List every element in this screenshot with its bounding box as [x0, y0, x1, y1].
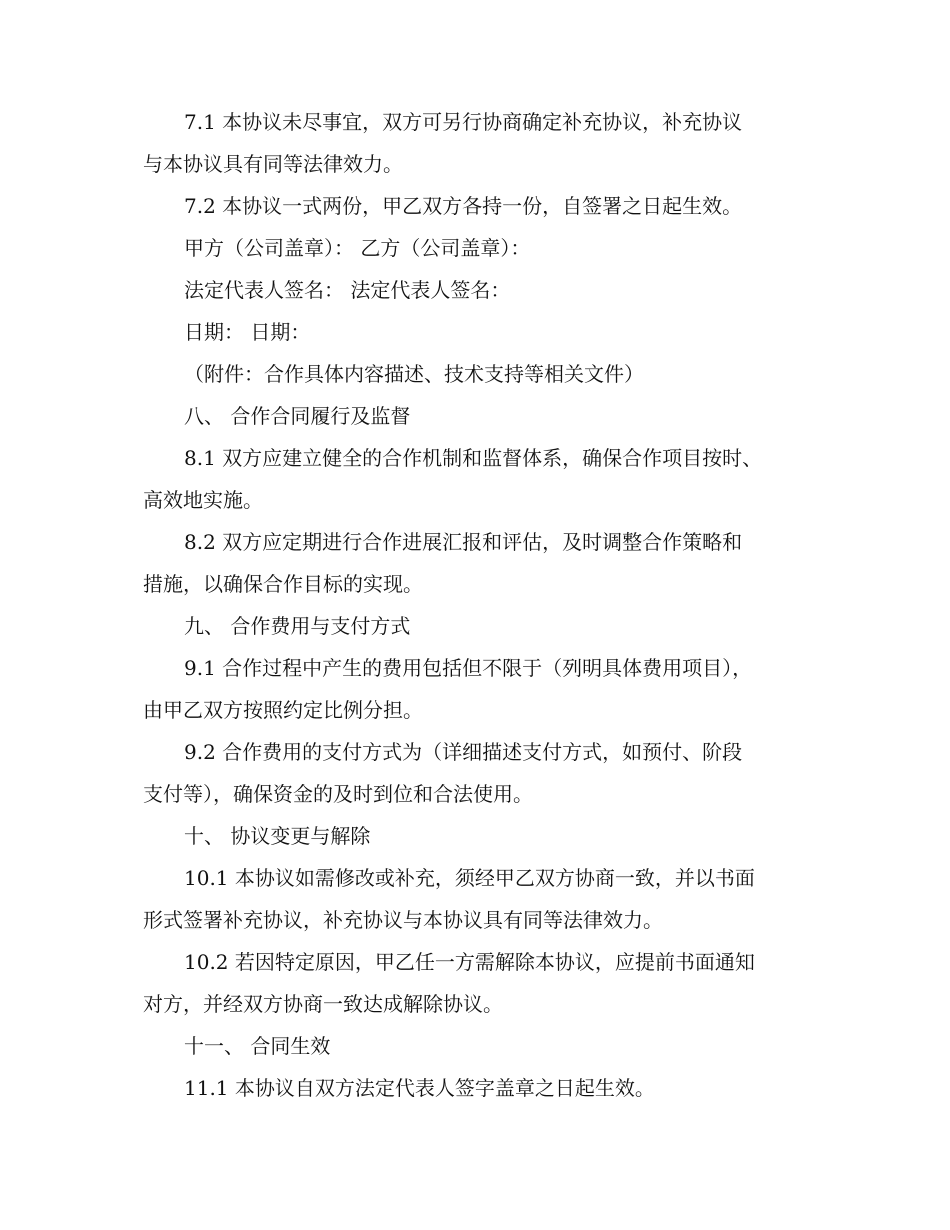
clause-8-1-line-2: 高效地实施。: [143, 488, 263, 512]
clause-8-1-line-1: 8.1 双方应建立健全的合作机制和监督体系，确保合作项目按时、: [184, 446, 763, 470]
clause-11-1: 11.1 本协议自双方法定代表人签字盖章之日起生效。: [184, 1076, 655, 1100]
clause-10-2-line-2: 对方，并经双方协商一致达成解除协议。: [143, 992, 503, 1016]
clause-7-2: 7.2 本协议一式两份，甲乙双方各持一份，自签署之日起生效。: [184, 194, 743, 218]
section-9-heading: 九、 合作费用与支付方式: [184, 614, 411, 638]
clause-9-1-line-2: 由甲乙双方按照约定比例分担。: [143, 698, 423, 722]
date-line: 日期： 日期：: [184, 320, 311, 344]
clause-9-2-line-2: 支付等），确保资金的及时到位和合法使用。: [143, 782, 533, 806]
clause-9-1-line-1: 9.1 合作过程中产生的费用包括但不限于（列明具体费用项目），: [184, 656, 753, 680]
attachment-note: （附件：合作具体内容描述、技术支持等相关文件）: [184, 362, 644, 386]
clause-7-1-line-2: 与本协议具有同等法律效力。: [143, 152, 403, 176]
clause-10-2-line-1: 10.2 若因特定原因，甲乙任一方需解除本协议，应提前书面通知: [184, 950, 755, 974]
clause-10-1-line-2: 形式签署补充协议，补充协议与本协议具有同等法律效力。: [143, 908, 663, 932]
section-10-heading: 十、 协议变更与解除: [184, 824, 371, 848]
clause-9-2-line-1: 9.2 合作费用的支付方式为（详细描述支付方式，如预付、阶段: [184, 740, 743, 764]
clause-10-1-line-1: 10.1 本协议如需修改或补充，须经甲乙双方协商一致，并以书面: [184, 866, 755, 890]
section-8-heading: 八、 合作合同履行及监督: [184, 404, 411, 428]
clause-8-2-line-1: 8.2 双方应定期进行合作进展汇报和评估，及时调整合作策略和: [184, 530, 743, 554]
section-11-heading: 十一、 合同生效: [184, 1034, 331, 1058]
signature-line: 法定代表人签名： 法定代表人签名：: [184, 278, 511, 302]
clause-7-1-line-1: 7.1 本协议未尽事宜，双方可另行协商确定补充协议，补充协议: [184, 110, 743, 134]
seal-line: 甲方（公司盖章）： 乙方（公司盖章）：: [184, 236, 531, 260]
clause-8-2-line-2: 措施，以确保合作目标的实现。: [143, 572, 423, 596]
